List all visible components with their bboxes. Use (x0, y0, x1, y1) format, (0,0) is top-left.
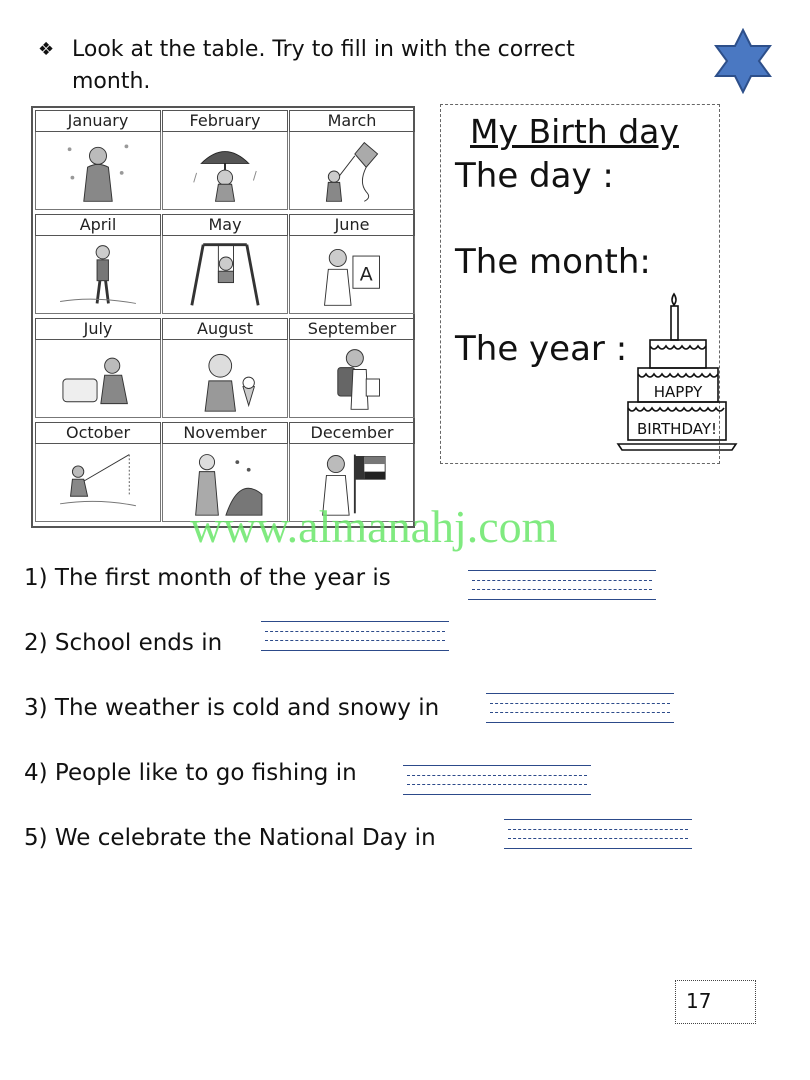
month-label: September (289, 318, 415, 340)
month-cell-august (162, 318, 288, 418)
month-table (31, 106, 415, 528)
instruction (38, 34, 598, 98)
month-label: March (289, 110, 415, 132)
question-2: 2) School ends in (24, 630, 223, 656)
answer-line-2[interactable] (261, 621, 449, 651)
month-label: January (35, 110, 161, 132)
swing-icon (162, 236, 288, 314)
star-icon (712, 28, 774, 94)
packing-suitcase-icon (35, 340, 161, 418)
month-label: The month: (455, 242, 651, 282)
month-label: May (162, 214, 288, 236)
fishing-icon (35, 444, 161, 522)
question-3: 3) The weather is cold and snowy in (24, 695, 440, 721)
month-label: April (35, 214, 161, 236)
month-cell-february (162, 110, 288, 210)
month-cell-october (35, 422, 161, 522)
answer-line-1[interactable] (468, 570, 656, 600)
month-label: December (289, 422, 415, 444)
day-label: The day : (455, 156, 614, 196)
month-label: June (289, 214, 415, 236)
cake-text-birthday: BIRTHDAY! (636, 420, 718, 438)
month-label: February (162, 110, 288, 132)
month-cell-may (162, 214, 288, 314)
snowy-child-icon (35, 132, 161, 210)
month-cell-april (35, 214, 161, 314)
month-label: October (35, 422, 161, 444)
month-label: August (162, 318, 288, 340)
month-cell-july (35, 318, 161, 418)
question-1: 1) The first month of the year is (24, 565, 391, 591)
kite-icon (289, 132, 415, 210)
school-bag-icon (289, 340, 415, 418)
page-number: 17 (675, 980, 756, 1024)
month-label: July (35, 318, 161, 340)
month-cell-september (289, 318, 415, 418)
month-cell-june (289, 214, 415, 314)
answer-line-5[interactable] (504, 819, 692, 849)
ice-cream-boy-icon (162, 340, 288, 418)
diamond-bullet-icon: ❖ (38, 39, 55, 60)
year-label: The year : (455, 329, 628, 369)
watermark: www.almanahj.com (190, 501, 558, 552)
graded-paper-icon (289, 236, 415, 314)
question-4: 4) People like to go fishing in (24, 760, 357, 786)
month-cell-january (35, 110, 161, 210)
umbrella-rain-icon (162, 132, 288, 210)
birthday-cake-icon (616, 288, 738, 460)
question-5: 5) We celebrate the National Day in (24, 825, 436, 851)
month-cell-march (289, 110, 415, 210)
birthday-title: My Birth day (470, 112, 679, 151)
cake-text-happy: HAPPY (653, 383, 703, 401)
answer-line-3[interactable] (486, 693, 674, 723)
walking-boy-icon (35, 236, 161, 314)
svg-text:A: A (359, 263, 373, 286)
month-label: November (162, 422, 288, 444)
instruction-text: Look at the table. Try to fill in with the correct month. (72, 37, 575, 94)
answer-line-4[interactable] (403, 765, 591, 795)
